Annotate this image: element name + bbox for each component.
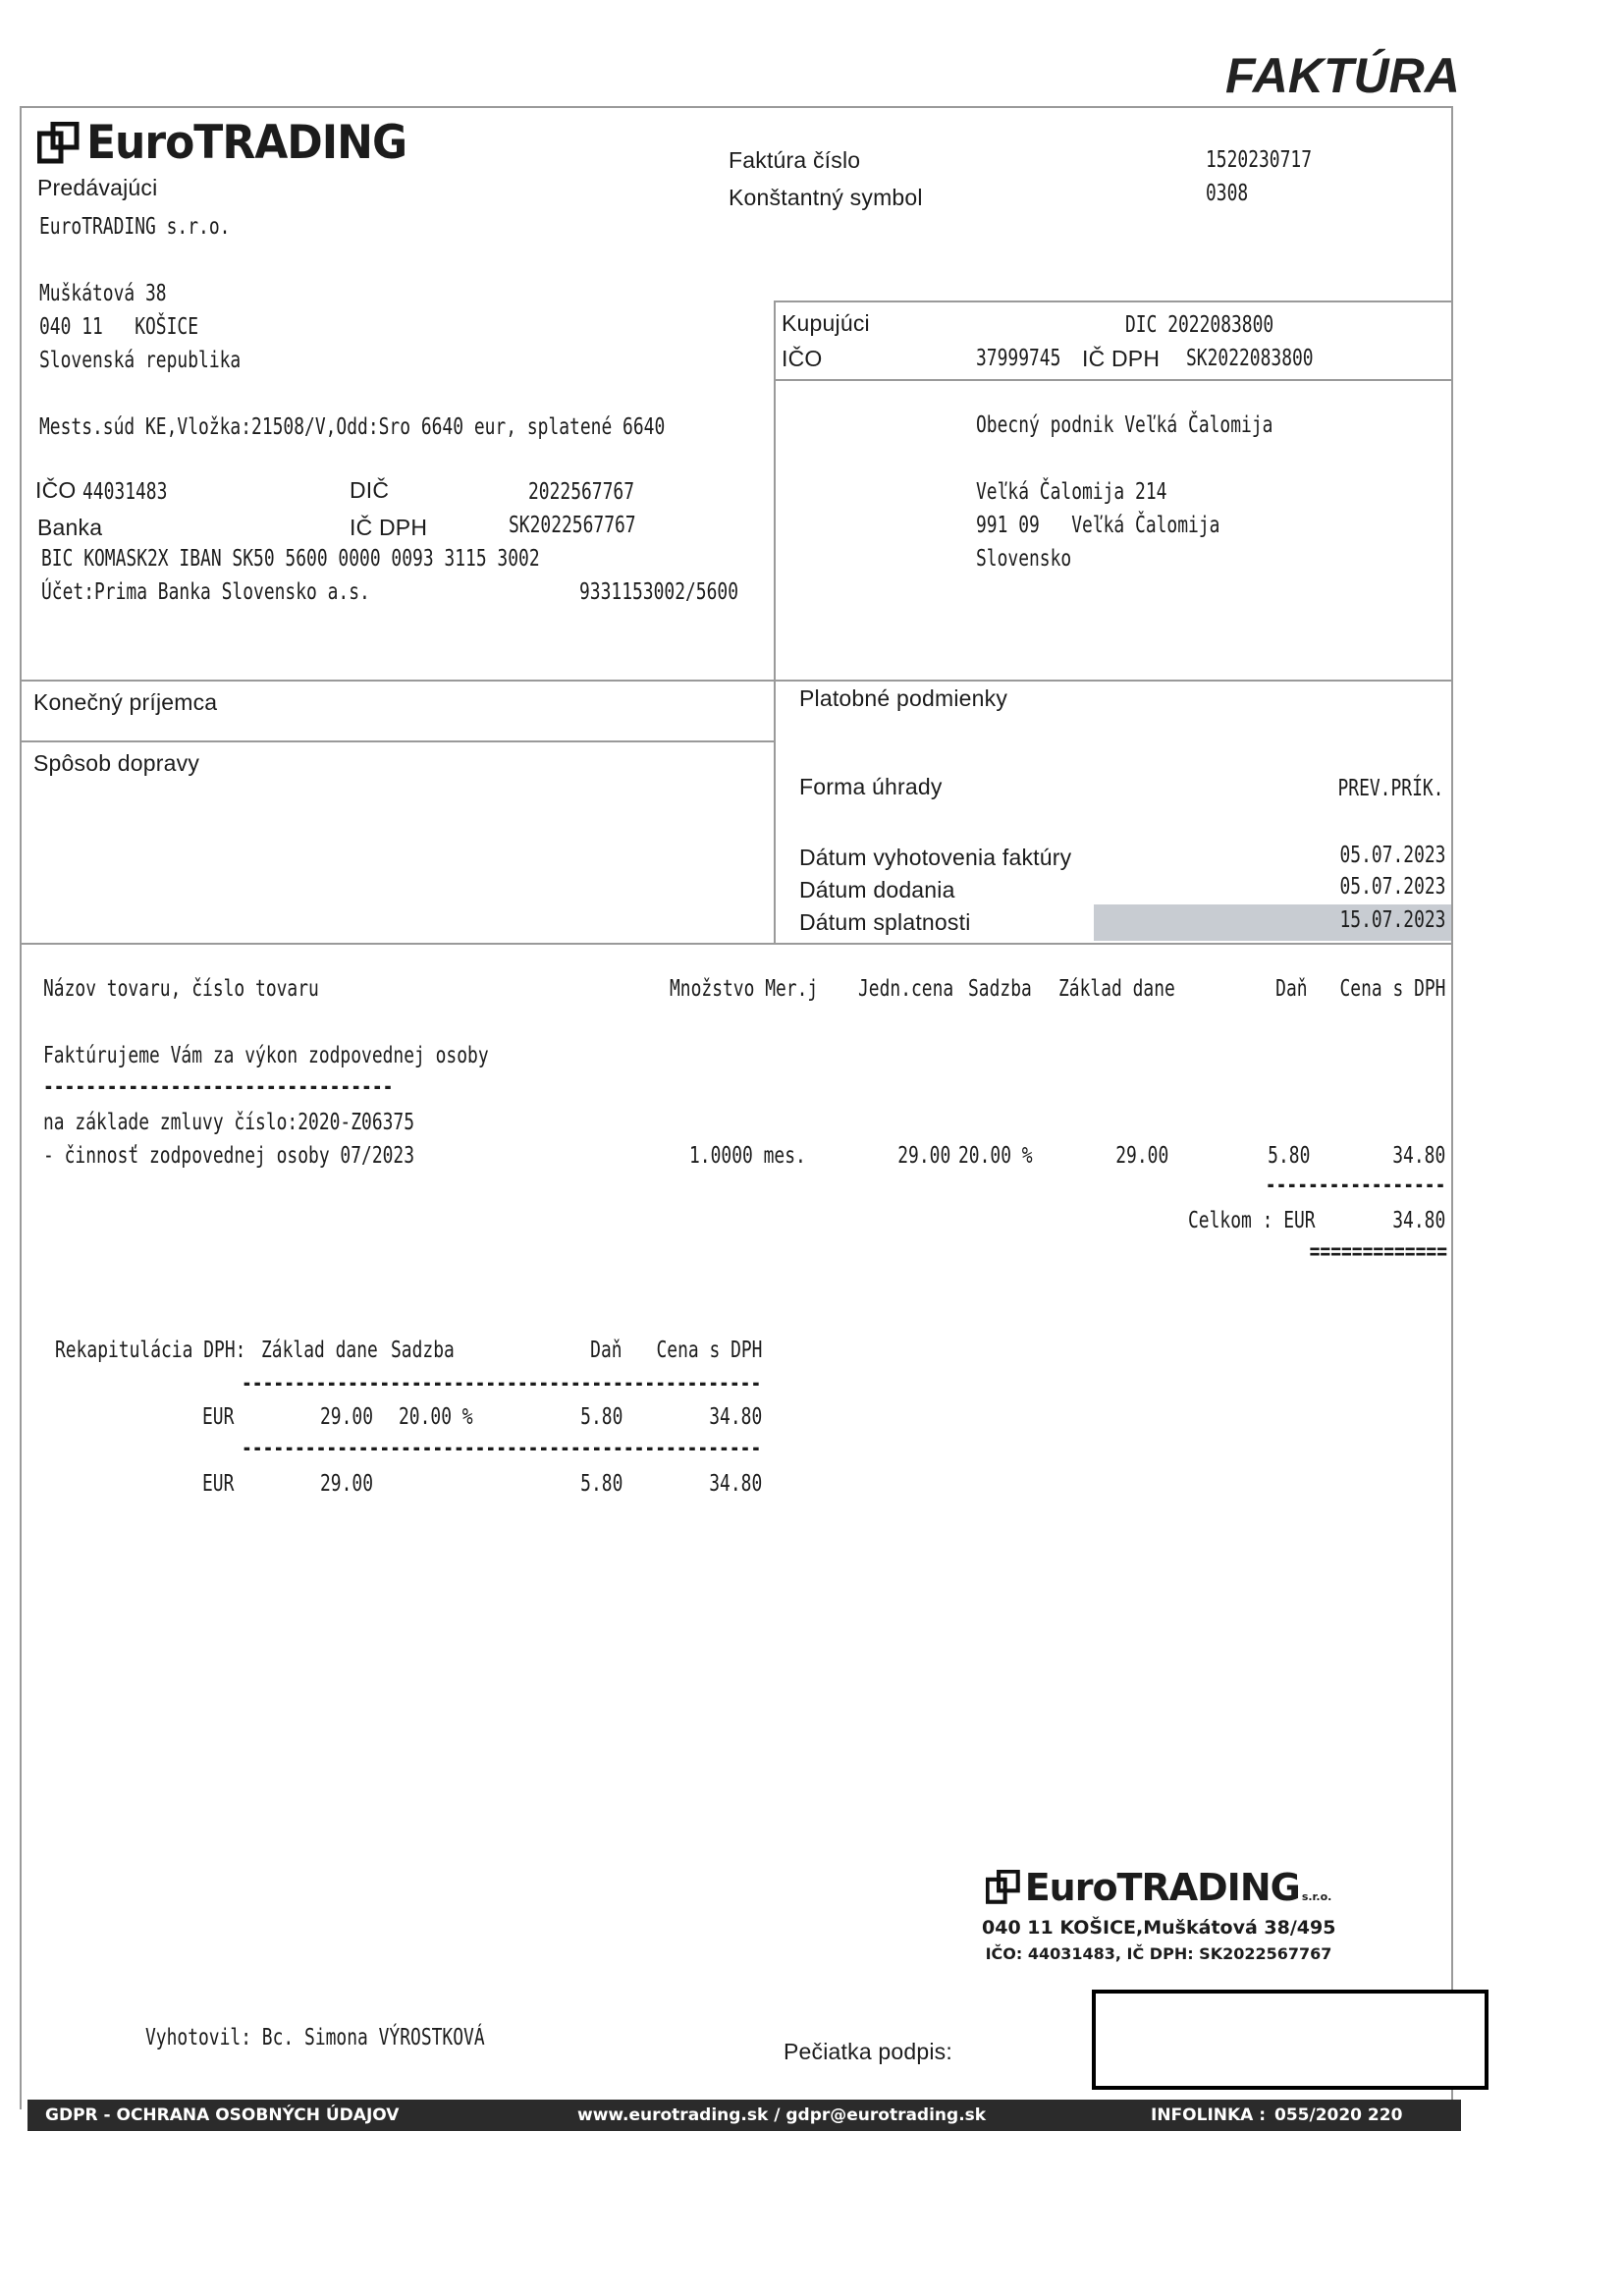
vat-row-rate: 20.00 % — [399, 1404, 473, 1430]
invoice-number-label: Faktúra číslo — [729, 147, 861, 173]
invoice-number: 1520230717 — [1206, 147, 1313, 173]
issue-date-label: Dátum vyhotovenia faktúry — [799, 845, 1072, 870]
item-quantity: 1.0000 mes. — [689, 1143, 806, 1169]
payment-terms-label: Platobné podmienky — [799, 685, 1008, 711]
due-date-label: Dátum splatnosti — [799, 909, 971, 935]
item-base: 29.00 — [1114, 1143, 1168, 1169]
stamp-ids: IČO: 44031483, IČ DPH: SK2022567767 — [985, 1944, 1332, 1963]
footer-infoline-label: INFOLINKA : — [1151, 2105, 1267, 2125]
seller-bic-iban: BIC KOMASK2X IBAN SK50 5600 0000 0093 3115 3002 — [41, 546, 540, 572]
seller-icdph-label: IČ DPH — [350, 515, 428, 540]
seller-account: Účet:Prima Banka Slovensko a.s. — [41, 579, 370, 605]
col-header-total: Cena s DPH — [1338, 976, 1445, 1002]
vat-recap-label: Rekapitulácia DPH: — [55, 1338, 246, 1363]
buyer-country: Slovensko — [976, 546, 1072, 572]
seller-dic-label: DIČ — [350, 477, 390, 503]
company-logo — [37, 115, 407, 171]
stamp-logo-mark-icon — [986, 1870, 1021, 1905]
issued-by: Vyhotovil: Bc. Simona VÝROSTKOVÁ — [145, 2025, 485, 2050]
vat-row-total: 34.80 — [708, 1404, 762, 1430]
constant-symbol: 0308 — [1206, 181, 1249, 206]
item-intro-underline: --------------------------------- — [43, 1074, 394, 1100]
buyer-name: Obecný podnik Veľká Čalomija — [976, 412, 1273, 438]
vat-row-currency: EUR — [202, 1404, 235, 1430]
delivery-date-label: Dátum dodania — [799, 877, 955, 902]
signature-redaction-box — [1092, 1990, 1489, 2090]
vat-sum-total: 34.80 — [708, 1471, 762, 1497]
col-header-name: Názov tovaru, číslo tovaru — [43, 976, 319, 1002]
buyer-ico-label: IČO — [782, 346, 823, 371]
vat-sum-base: 29.00 — [320, 1471, 374, 1497]
logo-text: EuroTRADING — [86, 115, 407, 171]
seller-icdph: SK2022567767 — [509, 513, 636, 538]
buyer-icdph-label: IČ DPH — [1082, 346, 1161, 371]
stamp-logo-suffix: s.r.o. — [1301, 1890, 1332, 1903]
transport-method-label: Spôsob dopravy — [33, 750, 200, 776]
item-contract: na základe zmluvy číslo:2020-Z06375 — [43, 1110, 415, 1135]
grand-total-label: Celkom : EUR — [1188, 1208, 1316, 1233]
seller-name: EuroTRADING s.r.o. — [39, 214, 231, 240]
seller-country: Slovenská republika — [39, 348, 242, 373]
stamp-logo-text: EuroTRADING — [1024, 1866, 1300, 1909]
col-header-rate: Sadzba — [968, 976, 1032, 1002]
item-unit-price: 29.00 — [896, 1143, 950, 1169]
total-rule: ----------------- — [1265, 1173, 1445, 1198]
constant-symbol-label: Konštantný symbol — [729, 185, 923, 210]
footer-bar — [27, 2100, 1461, 2131]
col-header-qty-unit: Množstvo Mer.j — [670, 976, 819, 1002]
seller-ico-label: IČO — [35, 477, 77, 503]
vat-row-tax: 5.80 — [579, 1404, 623, 1430]
buyer-ico: 37999745 — [976, 346, 1061, 371]
stamp-address: 040 11 KOŠICE,Muškátová 38/495 — [982, 1917, 1336, 1939]
seller-bank-label: Banka — [37, 515, 103, 540]
col-header-tax: Daň — [1275, 976, 1308, 1002]
buyer-street: Veľká Čalomija 214 — [976, 479, 1167, 505]
buyer-zip-city: 991 09 Veľká Čalomija — [976, 513, 1220, 538]
seller-register: Mests.súd KE,Vložka:21508/V,Odd:Sro 6640 eur, splatené 6640 — [39, 414, 666, 440]
col-header-unit-price: Jedn.cena — [858, 976, 954, 1002]
item-total: 34.80 — [1391, 1143, 1445, 1169]
footer-gdpr: GDPR - OCHRANA OSOBNÝCH ÚDAJOV — [45, 2105, 400, 2125]
buyer-dic: DIC 2022083800 — [1125, 312, 1274, 338]
footer-infoline: 055/2020 220 — [1274, 2105, 1403, 2125]
item-rate: 20.00 % — [958, 1143, 1033, 1169]
item-intro: Faktúrujeme Vám za výkon zodpovednej osoby — [43, 1043, 489, 1068]
col-header-base: Základ dane — [1058, 976, 1175, 1002]
vat-recap-total-header: Cena s DPH — [655, 1338, 762, 1363]
payment-method: PREV.PRÍK. — [1336, 776, 1443, 801]
seller-label: Predávajúci — [37, 175, 158, 200]
seller-ico: 44031483 — [82, 479, 168, 505]
vat-sum-currency: EUR — [202, 1471, 235, 1497]
vat-recap-base-header: Základ dane — [261, 1338, 378, 1363]
buyer-icdph: SK2022083800 — [1186, 346, 1314, 371]
grand-total-rule: ============= — [1309, 1239, 1447, 1265]
delivery-date: 05.07.2023 — [1338, 874, 1445, 900]
final-recipient-label: Konečný príjemca — [33, 689, 218, 715]
grand-total: 34.80 — [1391, 1208, 1445, 1233]
vat-recap-rule-1: ------------------------------------------------- — [242, 1371, 762, 1396]
item-description: - činnosť zodpovednej osoby 07/2023 — [43, 1143, 415, 1169]
seller-dic: 2022567767 — [528, 479, 635, 505]
payment-method-label: Forma úhrady — [799, 774, 943, 799]
item-tax: 5.80 — [1267, 1143, 1310, 1169]
logo-mark-icon — [37, 122, 81, 165]
company-stamp — [982, 1866, 1335, 1963]
vat-sum-tax: 5.80 — [579, 1471, 623, 1497]
vat-recap-rule-2: ------------------------------------------------- — [242, 1436, 762, 1461]
due-date: 15.07.2023 — [1338, 907, 1445, 933]
issue-date: 05.07.2023 — [1338, 843, 1445, 868]
signature-label: Pečiatka podpis: — [784, 2039, 952, 2064]
document-title: FAKTÚRA — [1225, 48, 1460, 103]
seller-account-number: 9331153002/5600 — [579, 579, 739, 605]
vat-recap-tax-header: Daň — [590, 1338, 623, 1363]
vat-recap-rate-header: Sadzba — [391, 1338, 455, 1363]
seller-zip-city: 040 11 KOŠICE — [39, 314, 199, 340]
seller-street: Muškátová 38 — [39, 281, 167, 306]
footer-web-link[interactable]: www.eurotrading.sk / gdpr@eurotrading.sk — [577, 2105, 987, 2125]
buyer-label: Kupujúci — [782, 310, 870, 336]
vat-row-base: 29.00 — [320, 1404, 374, 1430]
